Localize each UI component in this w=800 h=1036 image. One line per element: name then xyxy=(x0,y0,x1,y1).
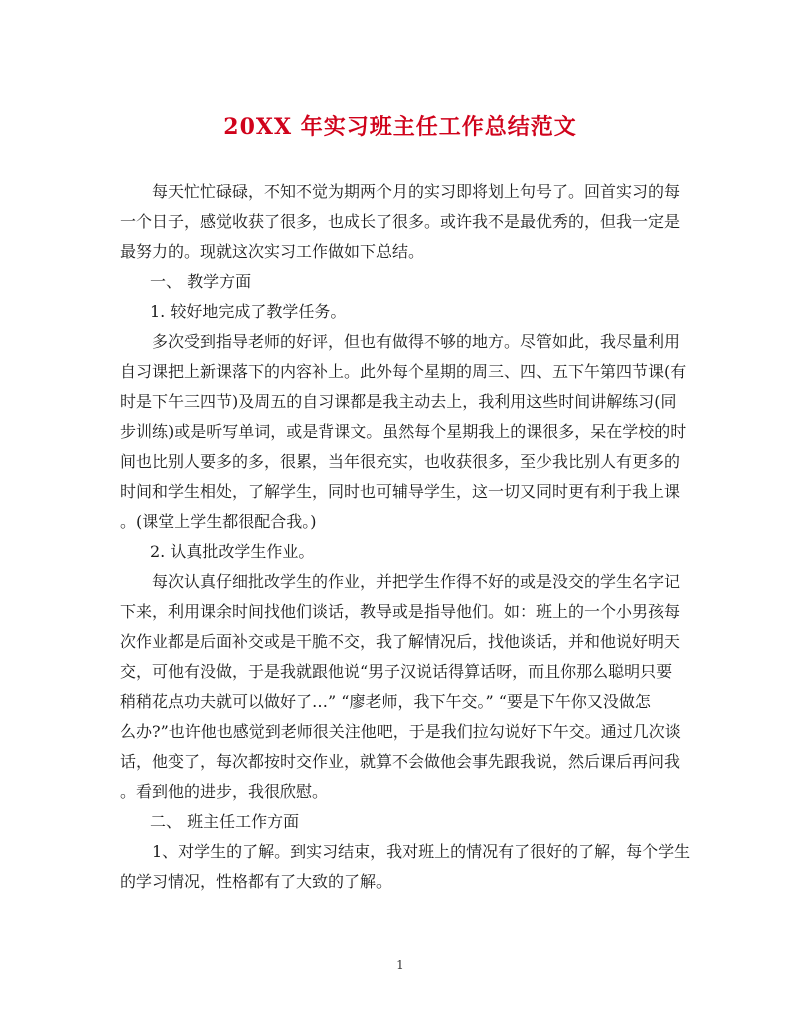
paragraph-line: 最努力的。现就这次实习工作做如下总结。 xyxy=(120,242,425,261)
paragraph-line: 稍稍花点功夫就可以做好了…” “廖老师，我下午交。” “要是下午你又没做怎 xyxy=(120,692,651,711)
paragraph-line: 次作业都是后面补交或是干脆不交，我了解情况后，找他谈话，并和他说好明天 xyxy=(120,632,681,651)
paragraph-line: 的学习情况，性格都有了大致的了解。 xyxy=(120,872,393,891)
paragraph-line: 。(课堂上学生都很配合我。) xyxy=(120,512,317,531)
paragraph-line: 步训练)或是听写单词，或是背课文。虽然每个星期我上的课很多，呆在学校的时 xyxy=(120,422,687,441)
paragraph-line: 多次受到指导老师的好评，但也有做得不够的地方。尽管如此，我尽量利用 xyxy=(152,332,681,351)
document-title: 20XX 年实习班主任工作总结范文 xyxy=(223,114,577,140)
paragraph-line: 每次认真仔细批改学生的作业，并把学生作得不好的或是没交的学生名字记 xyxy=(152,572,681,591)
paragraph-line: 自习课把上新课落下的内容补上。此外每个星期的周三、四、五下午第四节课(有 xyxy=(120,362,687,381)
section-heading: 一、 教学方面 xyxy=(150,272,252,291)
subsection-heading: 1. 较好地完成了教学任务。 xyxy=(150,302,347,321)
page-number: 1 xyxy=(396,958,404,972)
paragraph-line: 一个日子，感觉收获了很多，也成长了很多。或许我不是最优秀的，但我一定是 xyxy=(120,212,681,231)
paragraph-line: 时间和学生相处，了解学生，同时也可辅导学生，这一切又同时更有利于我上课 xyxy=(120,482,681,501)
paragraph-line: 下来，利用课余时间找他们谈话，教导或是指导他们。如：班上的一个小男孩每 xyxy=(120,602,681,621)
paragraph-line: 时是下午三四节)及周五的自习课都是我主动去上，我利用这些时间讲解练习(同 xyxy=(120,392,677,411)
subsection-heading: 2. 认真批改学生作业。 xyxy=(150,542,315,561)
paragraph-line: 1、对学生的了解。到实习结束，我对班上的情况有了很好的了解，每个学生 xyxy=(152,842,691,861)
section-heading: 二、 班主任工作方面 xyxy=(150,812,300,831)
paragraph-line: 话，他变了，每次都按时交作业，就算不会做他会事先跟我说，然后课后再问我 xyxy=(120,752,681,771)
paragraph-line: 。看到他的进步，我很欣慰。 xyxy=(120,782,329,801)
paragraph-line: 交，可他有没做，于是我就跟他说“男子汉说话得算话呀，而且你那么聪明只要 xyxy=(120,662,673,681)
paragraph-line: 每天忙忙碌碌，不知不觉为期两个月的实习即将划上句号了。回首实习的每 xyxy=(152,182,681,201)
paragraph-line: 么办?”也许他也感觉到老师很关注他吧，于是我们拉勾说好下午交。通过几次谈 xyxy=(120,722,681,741)
paragraph-line: 间也比别人要多的多，很累，当年很充实，也收获很多，至少我比别人有更多的 xyxy=(120,452,681,471)
